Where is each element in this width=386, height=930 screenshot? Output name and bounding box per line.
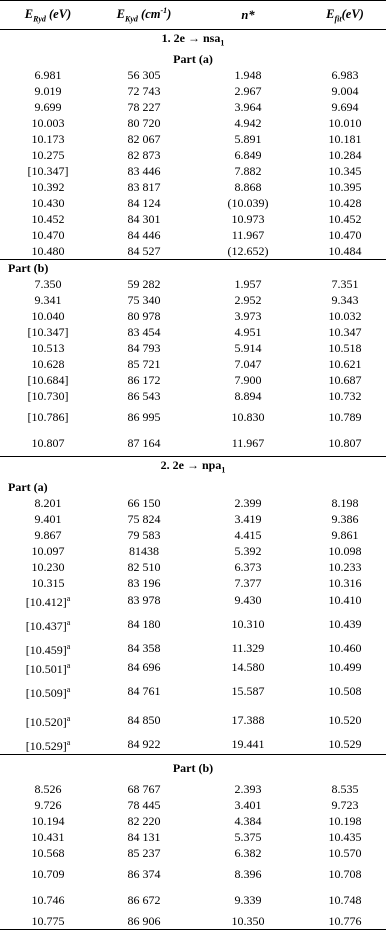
- cell-e-ryd: 9.019: [34, 84, 62, 99]
- cell-n-star: 2.952: [234, 293, 262, 308]
- cell-e-kyd: 83 817: [127, 180, 161, 195]
- cell-e-kyd: 80 720: [127, 116, 161, 131]
- part-label-row: [0, 479, 386, 495]
- table-row: [0, 861, 386, 887]
- cell-e-ryd: 10.746: [31, 892, 65, 907]
- table-row: [0, 797, 386, 813]
- cell-n-star: 7.377: [234, 575, 262, 590]
- cell-e-kyd: 75 824: [127, 511, 161, 526]
- table-row: [0, 276, 386, 292]
- cell-n-star: 10.830: [231, 410, 265, 425]
- col-header-e-ryd: $E_{Ryd}$ (eV): [0, 1, 96, 30]
- cell-e-ryd: 10.775: [0, 913, 96, 930]
- table-row: [0, 115, 386, 131]
- table-row: [0, 527, 386, 543]
- table-row: [0, 243, 386, 260]
- cell-e-ryd: 9.699: [34, 100, 62, 115]
- cell-n-star: 10.310: [231, 617, 265, 632]
- cell-n-star: 6.382: [234, 845, 262, 860]
- cell-e-ryd: 10.230: [31, 559, 65, 574]
- col-header-e-kyd: $E_{Kyd}$ $(cm^{-1})$: [96, 1, 192, 30]
- cell-e-fit: 10.499: [328, 660, 362, 675]
- cell-n-star: 15.587: [231, 684, 265, 699]
- cell-e-kyd: 82 067: [127, 132, 161, 147]
- table-row: [0, 913, 386, 930]
- cell-e-kyd: 86 374: [127, 866, 161, 881]
- cell-n-star: 1.948: [234, 68, 262, 83]
- cell-e-fit: 10.098: [328, 543, 362, 558]
- part-label-row: [0, 754, 386, 781]
- cell-n-star: 2.399: [234, 495, 262, 510]
- footnote-mark: a: [66, 737, 71, 747]
- table-row: [0, 292, 386, 308]
- cell-e-fit: 10.010: [328, 116, 362, 131]
- table-row: [0, 639, 386, 658]
- cell-e-fit: 9.004: [331, 84, 359, 99]
- cell-n-star: 1.957: [234, 277, 262, 292]
- cell-n-star: 3.401: [234, 797, 262, 812]
- cell-n-star: 9.339: [234, 892, 262, 907]
- cell-e-kyd: 85 721: [127, 357, 161, 372]
- cell-e-kyd: 72 743: [127, 84, 161, 99]
- table-row: [0, 677, 386, 706]
- cell-e-kyd: 79 583: [127, 527, 161, 542]
- cell-e-ryd: 10.470: [31, 228, 65, 243]
- cell-e-fit: 9.694: [331, 100, 359, 115]
- cell-e-ryd: [10.347]: [27, 164, 69, 179]
- cell-e-fit: 10.316: [328, 575, 362, 590]
- cell-n-star: 19.441: [231, 737, 265, 752]
- cell-n-star: 7.047: [234, 357, 262, 372]
- table-row: [0, 829, 386, 845]
- cell-e-kyd: 82 220: [127, 813, 161, 828]
- cell-e-ryd: 8.201: [34, 495, 62, 510]
- cell-e-ryd: 8.526: [34, 781, 62, 796]
- cell-e-kyd: 86 906: [96, 913, 192, 930]
- cell-e-fit: 9.343: [331, 293, 359, 308]
- table-row: [0, 356, 386, 372]
- cell-n-star: 14.580: [231, 660, 265, 675]
- table-row: [0, 845, 386, 861]
- cell-e-fit: 10.439: [328, 617, 362, 632]
- cell-n-star: 5.891: [234, 132, 262, 147]
- footnote-mark: a: [66, 660, 71, 670]
- cell-e-kyd: 84 793: [127, 341, 161, 356]
- col-header-n-star: n*: [192, 1, 304, 30]
- cell-e-kyd: 83 196: [127, 575, 161, 590]
- table-row: [0, 340, 386, 356]
- cell-e-ryd: 9.401: [34, 511, 62, 526]
- footnote-mark: a: [66, 593, 71, 603]
- cell-e-kyd: 84 922: [127, 737, 161, 752]
- cell-n-star: 7.882: [234, 164, 262, 179]
- table-row: [0, 131, 386, 147]
- cell-n-star: 4.415: [234, 527, 262, 542]
- part-label-row: [0, 260, 386, 277]
- cell-e-fit: 9.861: [331, 527, 359, 542]
- table-body: [0, 30, 386, 930]
- cell-e-kyd: 68 767: [127, 781, 161, 796]
- table-row: [0, 308, 386, 324]
- cell-e-fit: 10.181: [328, 132, 362, 147]
- table-row: [0, 543, 386, 559]
- cell-e-kyd: 84 761: [127, 684, 161, 699]
- cell-e-ryd: $[10.520]^a$: [25, 713, 71, 729]
- cell-n-star: 10.973: [231, 212, 265, 227]
- table-row: [0, 706, 386, 735]
- table-row: [0, 781, 386, 797]
- cell-e-fit: 10.410: [328, 593, 362, 608]
- table-row: [0, 430, 386, 457]
- cell-e-ryd: 10.392: [31, 180, 65, 195]
- footnote-mark: a: [66, 713, 71, 723]
- cell-e-kyd: 75 340: [127, 293, 161, 308]
- table-row: [0, 813, 386, 829]
- cell-e-fit: 8.198: [331, 495, 359, 510]
- section-title-row: [0, 457, 386, 479]
- cell-e-kyd: 86 672: [127, 892, 161, 907]
- cell-n-star: 3.419: [234, 511, 262, 526]
- table-row: [0, 610, 386, 639]
- footnote-mark: a: [66, 617, 71, 627]
- cell-e-kyd: 85 237: [127, 845, 161, 860]
- part-label: Part (b): [0, 260, 386, 277]
- cell-n-star: 6.849: [234, 148, 262, 163]
- cell-n-star: 7.900: [234, 373, 262, 388]
- cell-e-kyd: 78 227: [127, 100, 161, 115]
- cell-e-ryd: [10.684]: [27, 373, 69, 388]
- cell-n-star: 4.951: [234, 325, 262, 340]
- cell-n-star: (10.039): [227, 196, 269, 211]
- table-row: [0, 559, 386, 575]
- cell-e-ryd: 10.003: [31, 116, 65, 131]
- cell-n-star: 5.375: [234, 829, 262, 844]
- cell-e-fit: 10.807: [328, 436, 362, 451]
- footnote-mark: a: [66, 684, 71, 694]
- cell-e-fit: 10.732: [328, 389, 362, 404]
- cell-e-kyd: 83 454: [127, 325, 161, 340]
- table-row: [0, 179, 386, 195]
- cell-e-fit: 10.508: [328, 684, 362, 699]
- cell-e-kyd: 84 301: [127, 212, 161, 227]
- table-row: [0, 211, 386, 227]
- cell-e-kyd: 56 305: [127, 68, 161, 83]
- cell-e-kyd: 84 131: [127, 829, 161, 844]
- cell-e-kyd: 84 180: [127, 617, 161, 632]
- cell-e-kyd: 84 850: [127, 713, 161, 728]
- cell-e-fit: 10.708: [328, 866, 362, 881]
- cell-n-star: 8.894: [234, 389, 262, 404]
- cell-n-star: 11.967: [231, 228, 265, 243]
- cell-e-ryd: 10.568: [31, 845, 65, 860]
- cell-e-kyd: 84 124: [127, 196, 161, 211]
- cell-e-kyd: 80 978: [127, 309, 161, 324]
- cell-e-ryd: $[10.459]^a$: [25, 641, 71, 657]
- cell-n-star: 3.964: [234, 100, 262, 115]
- table-row: [0, 495, 386, 511]
- part-label: Part (a): [173, 52, 213, 67]
- part-label-row: [0, 51, 386, 67]
- cell-e-kyd: 84 527: [127, 244, 161, 259]
- cell-e-ryd: $[10.529]^a$: [25, 737, 71, 753]
- cell-n-star: (12.652): [227, 244, 269, 259]
- table-header: [0, 1, 386, 30]
- cell-e-ryd: 6.981: [34, 68, 62, 83]
- cell-e-fit: 10.452: [328, 212, 362, 227]
- cell-e-fit: 10.518: [328, 341, 362, 356]
- cell-n-star: 11.967: [231, 436, 265, 451]
- part-label: Part (b): [0, 754, 386, 781]
- cell-e-fit: 10.529: [328, 737, 362, 752]
- table-row: [0, 324, 386, 340]
- footnote-mark: a: [66, 641, 71, 651]
- cell-e-ryd: 10.275: [31, 148, 65, 163]
- cell-n-star: 2.967: [234, 84, 262, 99]
- table-row: [0, 163, 386, 179]
- cell-e-ryd: $[10.412]^a$: [25, 593, 71, 609]
- cell-e-ryd: 9.341: [34, 293, 62, 308]
- cell-n-star: 9.430: [234, 593, 262, 608]
- cell-e-fit: 10.484: [328, 244, 362, 259]
- cell-e-fit: 10.776: [304, 913, 386, 930]
- cell-e-kyd: 82 510: [127, 559, 161, 574]
- table-row: [0, 404, 386, 430]
- cell-e-fit: 10.284: [328, 148, 362, 163]
- cell-e-kyd: 86 543: [127, 389, 161, 404]
- cell-e-kyd: 86 995: [127, 410, 161, 425]
- table-row: [0, 67, 386, 83]
- cell-e-kyd: 83 978: [127, 593, 161, 608]
- section-title-subscript: 1: [221, 465, 226, 475]
- cell-e-fit: 10.347: [328, 325, 362, 340]
- table-row: [0, 591, 386, 610]
- section-title-subscript: 1: [220, 38, 225, 48]
- cell-n-star: 8.868: [234, 180, 262, 195]
- table-row: [0, 575, 386, 591]
- part-label: Part (a): [8, 479, 48, 494]
- table-row: [0, 658, 386, 677]
- cell-e-fit: 10.621: [328, 357, 362, 372]
- cell-e-ryd: 7.350: [34, 277, 62, 292]
- cell-n-star: 5.914: [234, 341, 262, 356]
- cell-e-kyd: 82 873: [127, 148, 161, 163]
- cell-e-kyd: 84 446: [127, 228, 161, 243]
- cell-e-ryd: 10.709: [31, 866, 65, 881]
- cell-e-ryd: 10.097: [31, 543, 65, 558]
- cell-e-ryd: 10.173: [31, 132, 65, 147]
- cell-e-ryd: [10.786]: [27, 410, 69, 425]
- cell-e-fit: 10.032: [328, 309, 362, 324]
- table-row: [0, 735, 386, 755]
- cell-e-kyd: 86 172: [127, 373, 161, 388]
- cell-e-ryd: 10.430: [31, 196, 65, 211]
- cell-n-star: 5.392: [234, 543, 262, 558]
- cell-n-star: 11.329: [231, 641, 265, 656]
- cell-e-fit: 10.435: [328, 829, 362, 844]
- table-row: [0, 388, 386, 404]
- cell-e-fit: 10.748: [328, 892, 362, 907]
- cell-e-fit: 9.386: [331, 511, 359, 526]
- cell-e-ryd: 10.315: [31, 575, 65, 590]
- cell-e-fit: 10.687: [328, 373, 362, 388]
- cell-e-kyd: 81438: [129, 543, 159, 558]
- cell-e-ryd: 10.480: [31, 244, 65, 259]
- cell-e-ryd: $[10.501]^a$: [25, 660, 71, 676]
- cell-e-fit: 10.570: [328, 845, 362, 860]
- cell-e-kyd: 66 150: [127, 495, 161, 510]
- cell-e-ryd: $[10.509]^a$: [25, 684, 71, 700]
- table-row: [0, 227, 386, 243]
- cell-e-ryd: 10.194: [31, 813, 65, 828]
- cell-n-star: 8.396: [234, 866, 262, 881]
- cell-e-fit: 6.983: [331, 68, 359, 83]
- cell-e-fit: 10.428: [328, 196, 362, 211]
- cell-n-star: 6.373: [234, 559, 262, 574]
- cell-e-ryd: [10.347]: [27, 325, 69, 340]
- cell-e-fit: 10.520: [328, 713, 362, 728]
- cell-e-fit: 10.460: [328, 641, 362, 656]
- table-row: [0, 511, 386, 527]
- cell-e-kyd: 87 164: [127, 436, 161, 451]
- cell-n-star: 2.393: [234, 781, 262, 796]
- cell-e-ryd: 10.513: [31, 341, 65, 356]
- cell-e-ryd: 10.040: [31, 309, 65, 324]
- cell-e-fit: 10.470: [328, 228, 362, 243]
- cell-e-kyd: 84 358: [127, 641, 161, 656]
- cell-n-star: 4.384: [234, 813, 262, 828]
- cell-e-fit: 10.395: [328, 180, 362, 195]
- cell-n-star: 3.973: [234, 309, 262, 324]
- table-row: [0, 372, 386, 388]
- cell-n-star: 10.350: [192, 913, 304, 930]
- cell-e-fit: 7.351: [331, 277, 359, 292]
- cell-e-ryd: 9.867: [34, 527, 62, 542]
- cell-e-ryd: 10.807: [31, 436, 65, 451]
- cell-e-kyd: 84 696: [127, 660, 161, 675]
- cell-e-ryd: 10.431: [31, 829, 65, 844]
- cell-n-star: 4.942: [234, 116, 262, 131]
- table-row: [0, 99, 386, 115]
- cell-e-fit: 10.345: [328, 164, 362, 179]
- cell-e-fit: 9.723: [331, 797, 359, 812]
- table-row: [0, 887, 386, 913]
- section-title-row: [0, 30, 386, 52]
- col-header-e-fit: $E_{fit}(eV)$: [304, 1, 386, 30]
- cell-e-fit: 10.198: [328, 813, 362, 828]
- cell-e-ryd: 10.628: [31, 357, 65, 372]
- cell-e-kyd: 78 445: [127, 797, 161, 812]
- cell-e-ryd: 9.726: [34, 797, 62, 812]
- cell-e-ryd: $[10.437]^a$: [25, 617, 71, 633]
- cell-e-ryd: 10.452: [31, 212, 65, 227]
- cell-e-kyd: 59 282: [127, 277, 161, 292]
- cell-e-fit: 10.789: [328, 410, 362, 425]
- table-row: [0, 147, 386, 163]
- section-title: 2. 2e → npa$_1$: [0, 457, 386, 479]
- section-title: 1. 2e → nsa$_1$: [0, 30, 386, 52]
- table-row: [0, 195, 386, 211]
- cell-n-star: 17.388: [231, 713, 265, 728]
- table-row: [0, 83, 386, 99]
- cell-e-fit: 10.233: [328, 559, 362, 574]
- cell-e-ryd: [10.730]: [27, 389, 69, 404]
- cell-e-fit: 8.535: [331, 781, 359, 796]
- cell-e-kyd: 83 446: [127, 164, 161, 179]
